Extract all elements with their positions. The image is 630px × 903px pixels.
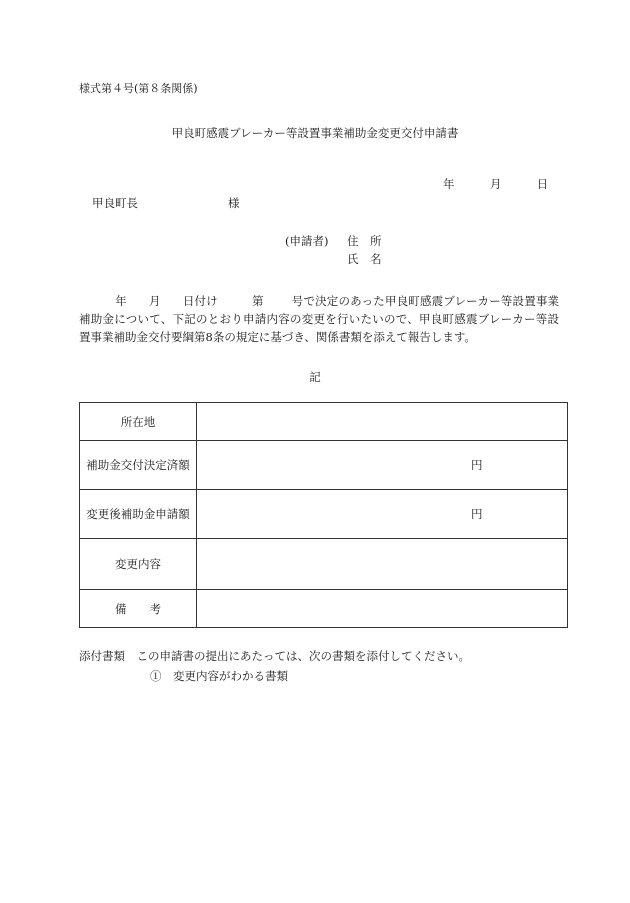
table-row bbox=[80, 539, 568, 590]
body-month: 月 bbox=[148, 294, 161, 308]
attachment-item: ① 変更内容がわかる書類 bbox=[150, 669, 288, 683]
row-label-changed-amount: 変更後補助金申請額 bbox=[80, 490, 197, 539]
date-day: 日 bbox=[536, 177, 549, 191]
table-row bbox=[80, 590, 568, 628]
location-field[interactable] bbox=[197, 403, 568, 441]
date-line bbox=[443, 177, 548, 191]
application-table bbox=[79, 402, 568, 628]
row-label-location: 所在地 bbox=[80, 403, 197, 441]
row-label-change-details: 変更内容 bbox=[80, 539, 197, 590]
table-row bbox=[80, 403, 568, 441]
changed-amount-field[interactable] bbox=[197, 490, 568, 539]
body-dated: 日付け bbox=[182, 294, 218, 308]
remarks-field[interactable] bbox=[197, 590, 568, 628]
addressee-honorific: 様 bbox=[228, 196, 240, 210]
date-month: 月 bbox=[489, 177, 502, 191]
yen-unit: 円 bbox=[471, 507, 483, 521]
row-label-remarks: 備 考 bbox=[80, 590, 197, 628]
body-number-prefix: 第 bbox=[251, 294, 264, 308]
decided-amount-field[interactable] bbox=[197, 441, 568, 490]
body-text: 号で決定のあった甲良町感震ブレーカー等設置事業補助金について、下記のとおり申請内容の変更を行いたいので、甲良町感震ブレーカー等設置事業補助金交付要綱第8条の規定に基づき、関係書類を添えて報告します。 bbox=[79, 294, 560, 344]
addressee-name: 甲良町長 bbox=[92, 196, 138, 210]
ki-heading: 記 bbox=[309, 370, 321, 384]
document-title: 甲良町感震ブレーカー等設置事業補助金変更交付申請書 bbox=[171, 126, 459, 140]
change-details-field[interactable] bbox=[197, 539, 568, 590]
table-row bbox=[80, 441, 568, 490]
applicant-name-label: 氏 名 bbox=[347, 252, 382, 266]
attachments-heading: 添付書類 この申請書の提出にあたっては、次の書類を添付してください。 bbox=[79, 649, 470, 663]
body-year: 年 bbox=[115, 294, 127, 308]
yen-unit: 円 bbox=[471, 458, 483, 472]
form-number-label: 様式第４号(第８条関係) bbox=[79, 82, 198, 95]
body-paragraph bbox=[79, 292, 559, 346]
table-row bbox=[80, 490, 568, 539]
date-year: 年 bbox=[443, 177, 455, 191]
applicant-label: (申請者) bbox=[285, 234, 329, 248]
addressee bbox=[92, 196, 240, 210]
row-label-decided-amount: 補助金交付決定済額 bbox=[80, 441, 197, 490]
applicant-address-label: 住 所 bbox=[347, 234, 382, 248]
